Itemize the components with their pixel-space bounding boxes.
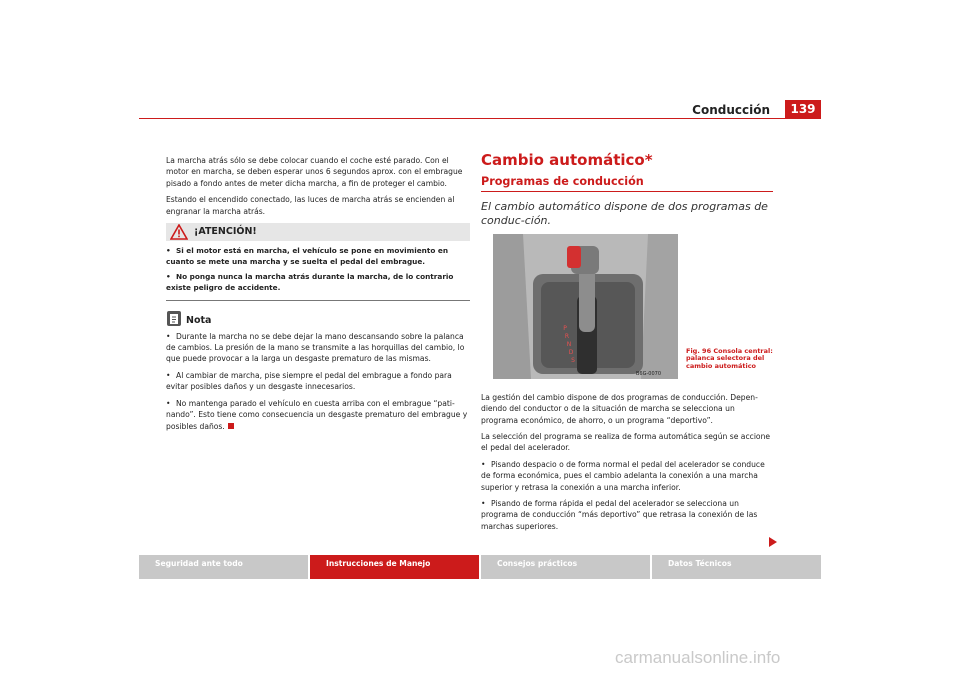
gear-label-r: R	[564, 332, 570, 340]
page-number: 139	[785, 100, 821, 119]
gear-label-p: P	[563, 324, 567, 332]
left-column	[166, 155, 470, 437]
watermark: carmanualsonline.info	[615, 648, 781, 667]
footer-tab-seguridad[interactable]: Seguridad ante todo	[139, 555, 308, 579]
footer-tab-consejos[interactable]: Consejos prácticos	[481, 555, 650, 579]
warning-item: • No ponga nunca la marcha atrás durante la marcha, de lo contrario existe peligro de accidente.	[166, 271, 454, 293]
warning-item: • Si el motor está en marcha, el vehículo se pone en movimiento en cuanto se mete una marcha y se suelta el pedal del embrague.	[166, 246, 449, 267]
warning-header	[166, 223, 470, 241]
body-paragraph: Estando el encendido conectado, las luces de marcha atrás se encienden al engranar la marcha atrás.	[166, 195, 455, 216]
bullet-icon: •	[166, 331, 171, 341]
note-item: • Durante la marcha no se debe dejar la mano descansando sobre la palanca de cambios. La presión de la mano se transmite a las horquillas del cambio, lo que puede provocar a la larga un desgaste prematuro de las mismas.	[166, 331, 465, 364]
figure-code: B6G-0070	[635, 370, 661, 377]
bullet-icon: •	[166, 398, 171, 408]
bullet-icon: •	[166, 246, 171, 256]
bullet-icon: •	[481, 499, 486, 509]
note-item: • No mantenga parado el vehículo en cuesta arriba con el embrague “pati-nando”. Esto tiene como consecuencia un desgaste prematuro del embrague y posibles daños.	[166, 398, 468, 431]
body-paragraph: La gestión del cambio dispone de dos programas de conducción. Depen-diendo del conductor o de la situación de marcha se selecciona un programa económico, de ahorro, o un programa “deportivo”.	[481, 392, 758, 425]
lead-text: El cambio automático dispone de dos programas de conduc-ción.	[481, 199, 768, 227]
gear-selector-photo	[493, 234, 678, 379]
section-end-icon	[228, 423, 234, 429]
bullet-icon: •	[166, 370, 171, 380]
warning-title: ¡ATENCIÓN!	[194, 226, 257, 238]
footer-tab-instrucciones[interactable]: Instrucciones de Manejo	[310, 555, 479, 579]
body-bullet: • Pisando despacio o de forma normal el pedal del acelerador se conduce de forma económica, pues el cambio adelanta la conexión a una marcha superior y retrasa la conexión a una marcha inferior.	[481, 459, 765, 492]
body-paragraph: La selección del programa se realiza de forma automática según se accione el pedal del acelerador.	[481, 432, 771, 453]
note-icon	[167, 311, 181, 326]
running-header-title: Conducción	[692, 103, 770, 117]
next-page-arrow-icon[interactable]	[768, 532, 778, 551]
body-bullet: • Pisando de forma rápida el pedal del acelerador se selecciona un programa de conducción “más deportivo” que retrasa la conexión de las marchas superiores.	[481, 499, 758, 531]
note-title: Nota	[186, 314, 212, 326]
bullet-icon: •	[166, 271, 171, 281]
warning-box	[166, 223, 470, 301]
figure-caption: Fig. 96 Consola central: palanca selectora del cambio automático	[686, 346, 773, 370]
note-header	[166, 311, 470, 329]
gear-label-s: S	[571, 356, 575, 364]
bullet-icon: •	[481, 459, 486, 469]
footer-nav	[139, 555, 821, 579]
header-rule	[139, 118, 821, 119]
right-column	[481, 151, 773, 537]
note-item: • Al cambiar de marcha, pise siempre el pedal del embrague a fondo para evitar posibles daños y un desgaste innecesarios.	[166, 370, 452, 392]
section-heading: Cambio automático*	[481, 151, 653, 169]
figure	[481, 234, 773, 382]
body-paragraph: La marcha atrás sólo se debe colocar cuando el coche esté parado. Con el motor en marcha, se deben esperar unos 6 segundos aprox. con el embrague pisado a fondo antes de meter dicha marcha, a fin de proteger el cambio.	[166, 156, 463, 188]
gear-label-n: N	[566, 340, 572, 348]
warning-triangle-icon	[170, 224, 188, 243]
subsection-heading: Programas de conducción	[481, 176, 773, 191]
gear-label-d: D	[568, 348, 574, 356]
footer-tab-datos[interactable]: Datos Técnicos	[652, 555, 821, 579]
